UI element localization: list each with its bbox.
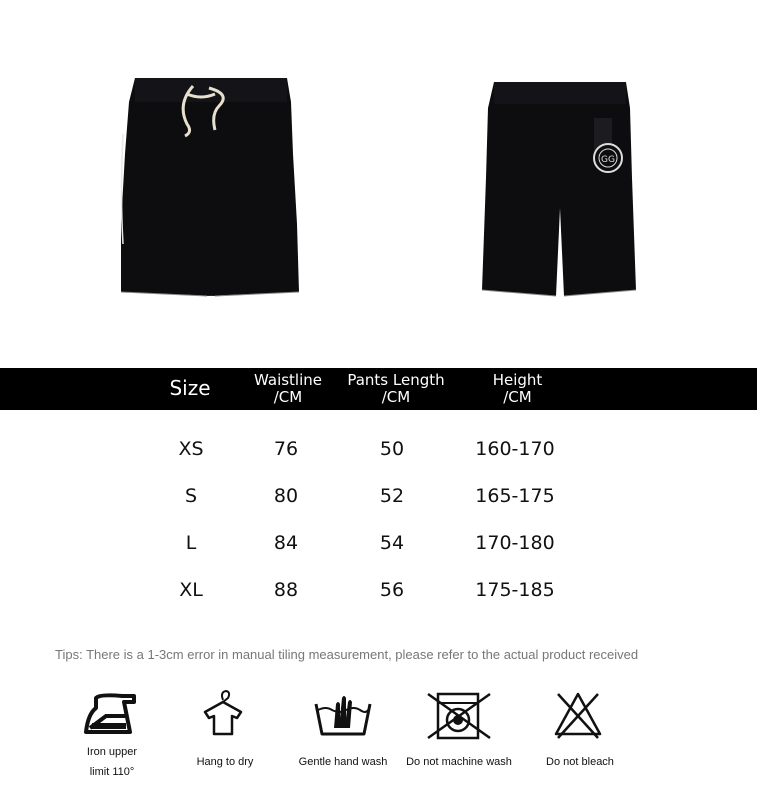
hanger-icon [200,688,246,740]
height-cell: 175-185 [475,579,555,601]
care-label-iron-line2: limit 110° [89,766,135,778]
header-height-label: Height [492,371,543,389]
pants-length-cell: 56 [379,579,405,601]
shorts-back-image [480,78,640,300]
care-label-hand-wash: Gentle hand wash [298,756,388,768]
header-waistline-label: Waistline [254,371,322,389]
size-cell: S [184,485,198,507]
pants-length-cell: 52 [379,485,405,507]
header-pants-length-label: Pants Length [347,371,445,389]
hand-wash-icon [312,690,374,740]
pants-length-cell: 50 [379,438,405,460]
waistline-cell: 76 [273,438,299,460]
measurement-tips: Tips: There is a 1-3cm error in manual tiling measurement, please refer to the actual product received [55,647,639,662]
size-cell: XL [179,579,203,601]
header-height-unit: /CM [503,388,532,406]
header-pants-length [337,372,455,406]
care-label-no-machine-wash: Do not machine wash [406,756,512,768]
header-waistline [244,372,332,406]
size-cell: L [185,532,197,554]
shorts-front-image [115,74,305,302]
no-machine-wash-icon [426,690,492,742]
header-pants-length-unit: /CM [381,388,411,406]
table-row [0,481,757,511]
iron-icon [82,692,142,738]
size-cell: XS [178,438,204,460]
care-label-iron-line1: Iron upper [86,746,138,758]
care-label-iron [70,742,154,782]
waistline-cell: 84 [273,532,299,554]
waistline-cell: 88 [273,579,299,601]
table-row [0,434,757,464]
no-bleach-icon [552,690,604,740]
care-label-no-bleach: Do not bleach [546,756,614,768]
care-label-hang: Hang to dry [196,756,254,768]
height-cell: 160-170 [475,438,555,460]
table-row [0,528,757,558]
pants-length-cell: 54 [379,532,405,554]
waistline-cell: 80 [273,485,299,507]
header-height [470,372,565,406]
header-waistline-unit: /CM [273,388,303,406]
svg-text:GG: GG [601,155,615,165]
table-row [0,575,757,605]
header-size: Size [169,376,211,400]
height-cell: 165-175 [475,485,555,507]
height-cell: 170-180 [475,532,555,554]
